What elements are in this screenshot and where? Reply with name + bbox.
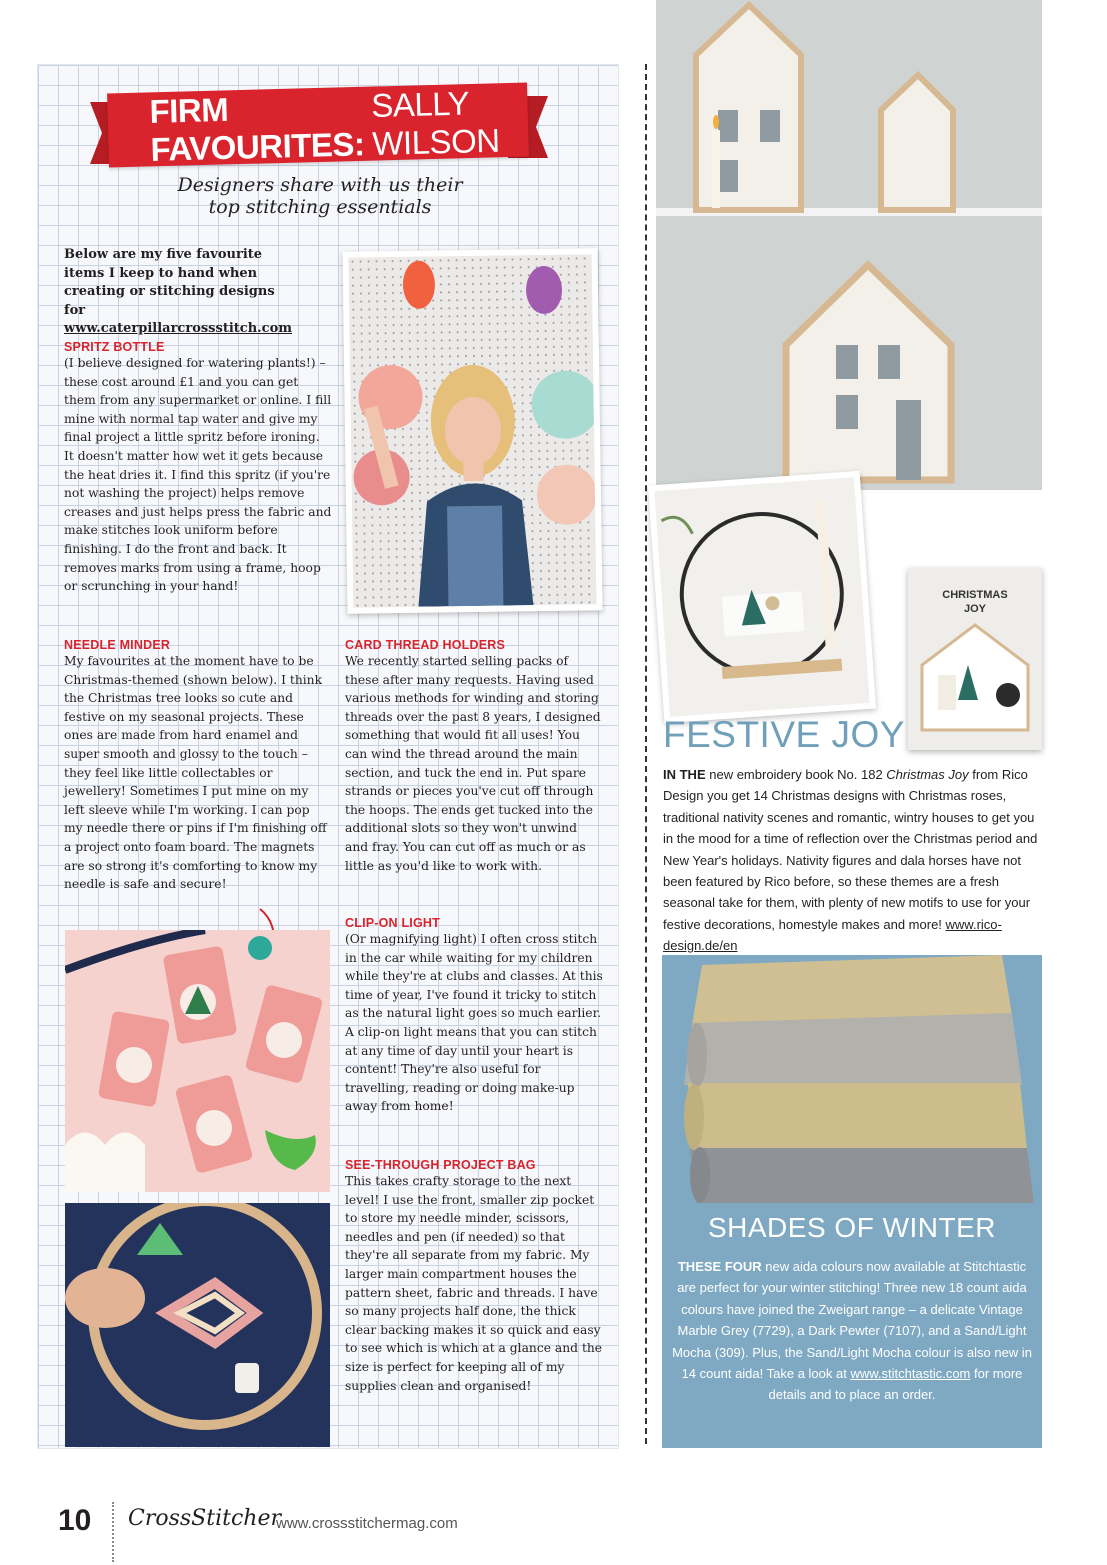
hoop-illustration	[65, 1203, 330, 1447]
section-heading-card-thread-holders: CARD THREAD HOLDERS	[345, 638, 506, 652]
magazine-url[interactable]: www.crossstitchermag.com	[276, 1515, 458, 1532]
aida-fabric-rolls-illustration	[662, 955, 1042, 1205]
book-title-line-1: CHRISTMAS	[942, 589, 1008, 601]
subheading	[140, 174, 500, 218]
section-body-needle-minder: My favourites at the moment have to be Christmas-themed (shown below). I think the Christmas tree looks so cute and festive on my seasonal projects. These ones are made from hard enamel and super smooth and glossy to the touch – they feel like little collectables or jewellery! Sometimes I put mine on my left sleeve while I'm working. I can pop my needle there or pins if I'm finishing off a project onto foam board. The magnets are so strong it's comforting to know my needle is safe and secure!	[64, 654, 327, 892]
section-body-project-bag: This takes crafty storage to the next level! I use the front, smaller zip pocket to store my needle minder, scissors, needles and pen (if needed) so that they're all separate from my fabric. My larger main compartment houses the pattern sheet, fabric and threads. I have so many projects half done, the thick clear backing makes it so quick and easy to see which is which at a glance and the size is perfect for keeping all of my supplies clean and organised!	[345, 1174, 603, 1393]
winter-lead: THESE FOUR	[677, 1259, 762, 1274]
festive-joy-heading: FESTIVE JOY	[663, 714, 905, 755]
right-column-bag	[345, 1158, 603, 1395]
festive-book-title: Christmas Joy	[886, 767, 969, 782]
needle-minder-photo	[65, 930, 330, 1192]
subhead-line-2: top stitching essentials	[208, 196, 432, 218]
shades-of-winter-heading: SHADES OF WINTER	[707, 1212, 996, 1243]
section-heading-project-bag: SEE-THROUGH PROJECT BAG	[345, 1158, 536, 1172]
nativity-hoop-photo	[648, 471, 876, 723]
portrait-illustration	[349, 254, 597, 607]
intro-text: Below are my five favourite items I keep to hand when creating or stitching designs for	[64, 247, 275, 318]
nativity-illustration	[654, 477, 869, 716]
right-column-clip	[345, 916, 603, 1116]
festive-link[interactable]: www.rico-design.de/en	[663, 916, 1002, 954]
page-number: 10	[58, 1504, 92, 1537]
winter-tail: for more details and to place an order.	[768, 1366, 1023, 1403]
left-column-needle	[64, 638, 332, 894]
shades-of-winter-body	[668, 1256, 1036, 1406]
title-name: SALLY WILSON	[370, 84, 500, 163]
needle-minder-illustration	[65, 930, 330, 1192]
houses-illustration	[656, 0, 1042, 490]
section-heading-clip-on-light: CLIP-ON LIGHT	[345, 916, 440, 930]
intro-paragraph	[64, 246, 294, 339]
right-column-card	[345, 638, 603, 875]
section-heading-spritz-bottle: SPRITZ BOTTLE	[64, 340, 165, 354]
section-heading-needle-minder: NEEDLE MINDER	[64, 638, 171, 652]
festive-body-a: new embroidery book No. 182	[705, 767, 887, 782]
festive-body-b: from Rico Design you get 14 Christmas designs with Christmas roses, traditional nativity scenes and romantic, wintry houses to get you in the mood for a time of reflection over the Christmas period and New Year's holidays. Nativity figures and dala horses have not been featured by Rico before, so these themes are a fresh seasonal take for them, with plenty of new motifs to use for your festive decorations, homestyle makes and more!	[663, 767, 1038, 932]
winter-body-text: new aida colours now available at Stitchtastic are perfect for your winter stitching! Three new 18 count aida colours have joined the Zweigart range – a delicate Vintage Marble Grey (7729), a Dark Pewter (7107), and a Sand/Light Mocha (309). Plus, the Sand/Light Mocha colour is also new in 14 count aida! Take a look at	[672, 1259, 1032, 1382]
festive-joy-body	[663, 764, 1041, 957]
book-illustration	[908, 620, 1042, 750]
left-column	[64, 340, 332, 596]
designer-portrait-photo	[342, 248, 602, 614]
book-title-line-2: JOY	[963, 603, 986, 615]
section-body-clip-on-light: (Or magnifying light) I often cross stitch in the car while waiting for my children while they're at clubs and classes. At this time of year, I've found it tricky to stitch as the natural light goes so much earlier. A clip-on light means that you can stitch at any time of day until your heart is content! They're also useful for travelling, reading or doing make-up away from home!	[345, 932, 603, 1114]
section-body-card-thread-holders: We recently started selling packs of these after many requests. Having used various methods for winding and storing threads over the past 8 years, I designed something that would fit all uses! You can wind the thread around the main section, and tuck the end in. Put spare strands or pieces you've cut off through the hoops. The ends get tucked into the additional slots so they won't unwind and fray. You can cut off as much or as little as you'd like to work with.	[345, 654, 601, 873]
magazine-brand-logo: CrossStitcher	[128, 1506, 281, 1531]
intro-link[interactable]: www.caterpillarcrossstitch.com	[64, 321, 293, 337]
footer-divider	[112, 1502, 118, 1562]
book-title	[908, 588, 1042, 616]
subhead-line-1: Designers share with us their	[177, 174, 463, 196]
column-divider	[645, 64, 647, 1444]
festive-lead: IN THE	[663, 767, 706, 782]
winter-link[interactable]: www.stitchtastic.com	[850, 1366, 971, 1382]
christmas-joy-book-cover	[908, 568, 1042, 750]
wooden-houses-photo	[656, 0, 1042, 490]
title-bold: FIRM FAVOURITES:	[149, 90, 365, 168]
page-title	[149, 84, 520, 168]
hoop-stitching-photo	[65, 1203, 330, 1447]
section-body-spritz-bottle: (I believe designed for watering plants!) – these cost around £1 and you can get them from any supermarket or online. I fill mine with normal tap water and give my final project a little spritz before ironing. It doesn't matter how wet it gets because the heat dries it. I find this spritz (if you're not washing the project) helps remove creases and just helps press the fabric and make stitches look uniform before finishing. I do the front and back. It removes marks from using a frame, hoop or scrunching in your hand!	[64, 356, 332, 594]
